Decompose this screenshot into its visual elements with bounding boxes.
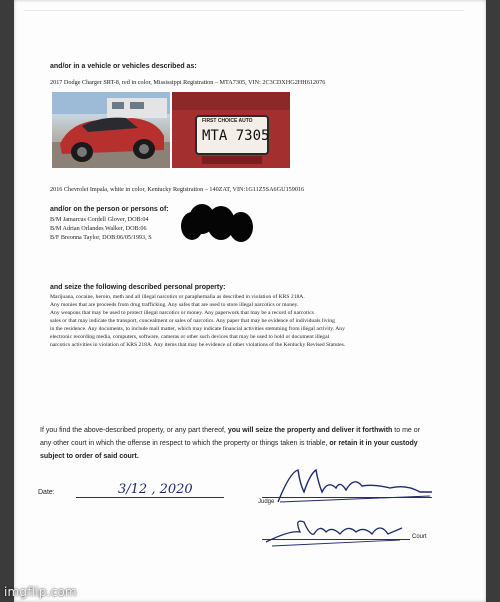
vehicle-photo-car <box>52 92 170 168</box>
person-3: B/F Breonna Taylor, DOB:06/05/1993, S <box>50 234 152 241</box>
date-label: Date: <box>38 489 55 496</box>
judge-signature <box>270 462 440 510</box>
property-line-3: Any weapons that may be used to protect illegal narcotics or money. Any paperwork that may be a record of narcotics <box>50 310 314 316</box>
property-line-2: Any monies that are proceeds from drug trafficking. Any safes that are used to store illegal narcotics or money. <box>50 302 299 308</box>
judge-label: Judge <box>258 499 275 505</box>
plate-number: MTA 7305 <box>202 128 270 144</box>
vehicle-2-description: 2016 Chevrolet Impala, white in color, Kentucky Registration – 140ZAT, VIN:1G11Z5SA6GU159016 <box>50 186 305 193</box>
property-line-1: Marijuana, cocaine, heroin, meth and all illegal narcotics or paraphernalia as described in violation of KRS 218A. <box>50 294 305 300</box>
order-line-3: subject to order of said court. <box>40 453 139 460</box>
court-label: Court <box>412 534 427 540</box>
property-line-4: sales or that may indicate the transport, concealment or sales of narcotics. Any paper that may be evidence of individuals living <box>50 318 335 324</box>
order-line-1: If you find the above-described property, or any part thereof, you will seize the property and deliver it forthwith to me or <box>40 427 420 434</box>
person-1: B/M Jamarcus Cordell Glover, DOB:04 <box>50 216 149 223</box>
property-line-7: narcotics activities in violation of KRS 218A. Any items that may be evidence of other violations of the Kentucky Revised Statutes. <box>50 342 346 348</box>
date-value: 3/12 , 2020 <box>118 482 193 497</box>
right-frame <box>486 0 500 602</box>
plate-dealer-text: FIRST CHOICE AUTO <box>202 118 253 124</box>
person-2: B/M Adrian Orlandes Walker, DOB:06 <box>50 225 147 232</box>
court-signature <box>260 512 410 556</box>
property-heading: and seize the following described personal property: <box>50 284 226 291</box>
scan-edge <box>24 10 464 11</box>
vehicle-1-description: 2017 Dodge Charger SRT-8, red in color, Mississippi Registration – MTA7305, VIN: 2C3CDXHG2HH612076 <box>50 79 326 86</box>
document-page <box>14 0 486 602</box>
vehicles-heading: and/or in a vehicle or vehicles described as: <box>50 63 197 70</box>
persons-heading: and/or on the person or persons of: <box>50 206 169 213</box>
watermark: imgflip.com <box>4 585 77 599</box>
redaction-dot-4 <box>229 212 253 242</box>
date-line <box>76 497 224 498</box>
left-frame <box>0 0 14 602</box>
property-line-5: in the residence. Any documents, to include mail matter, which may indicate financial activities stemming from illegal activity. Any <box>50 326 345 332</box>
property-line-6: electronic recording media, computers, software, cameras or other such devices that may be used to hold or document illegal <box>50 334 330 340</box>
order-line-2: any other court in which the offense in respect to which the property or things taken is triable, or retain it in your custody <box>40 440 418 447</box>
